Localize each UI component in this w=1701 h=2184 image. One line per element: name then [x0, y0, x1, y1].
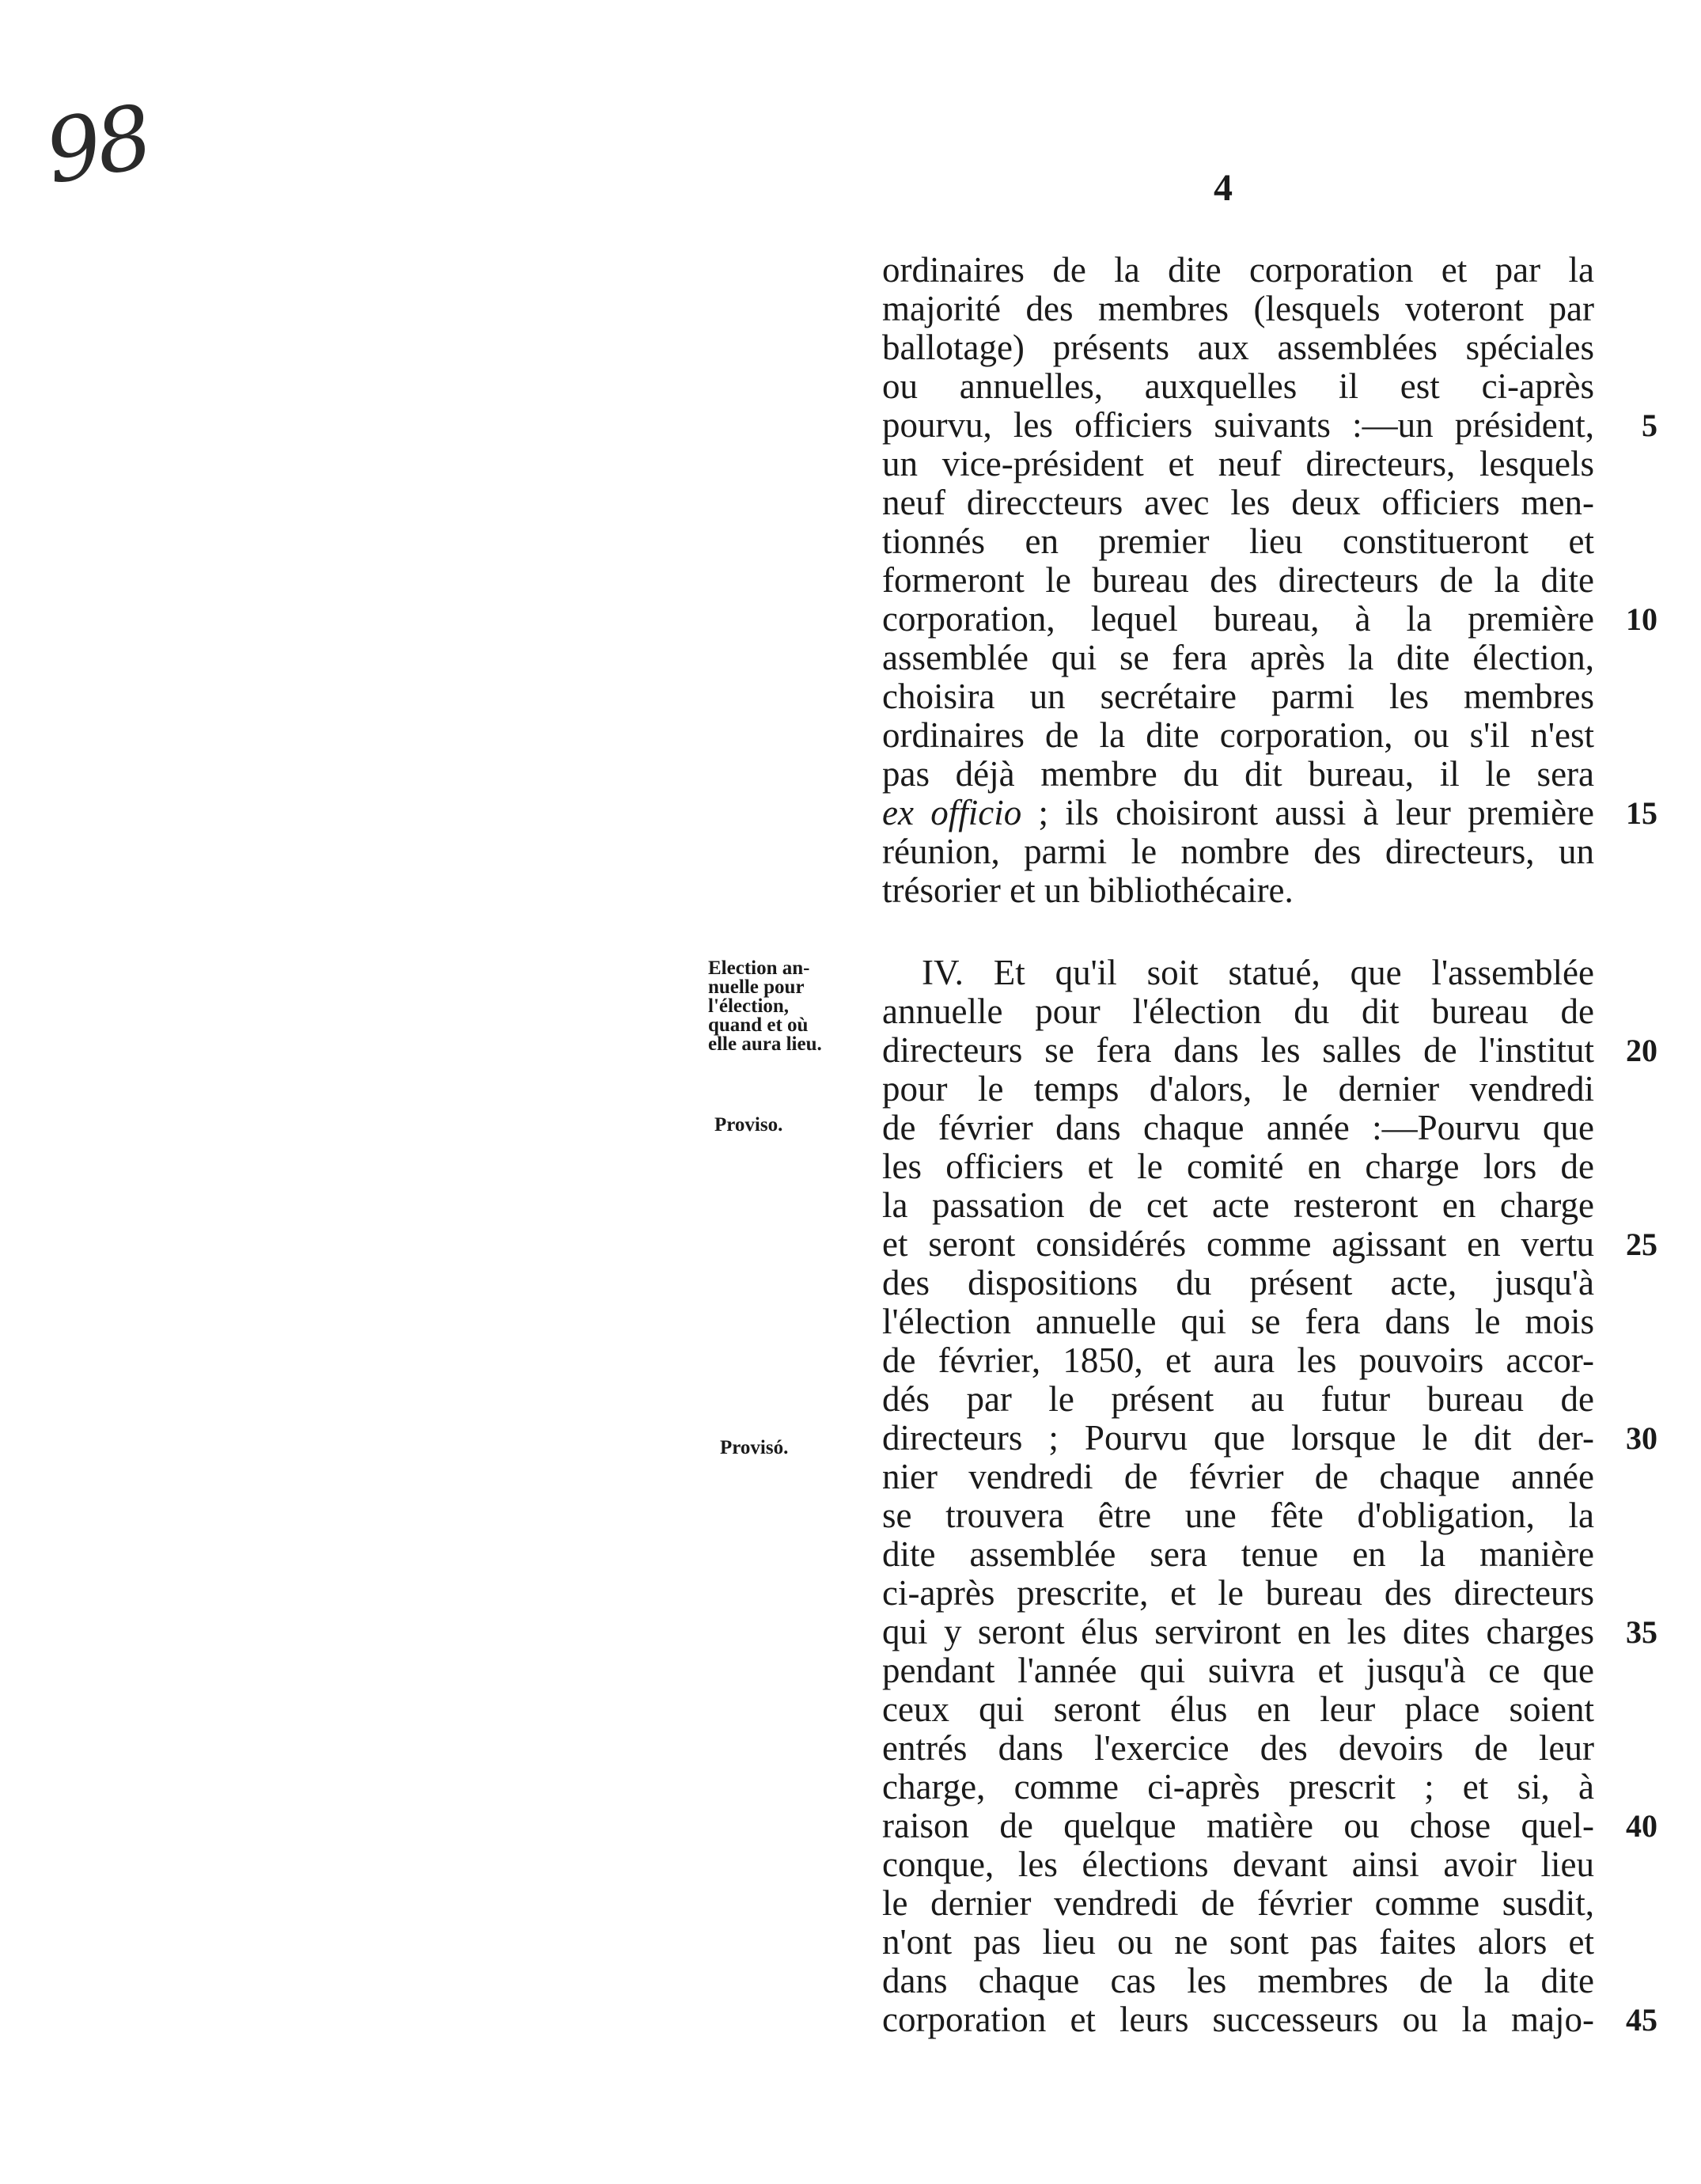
line-number: 45 — [1626, 2002, 1657, 2038]
text-line: directeurs ; Pourvu que lorsque le dit der- — [882, 1418, 1594, 1458]
text-line: majorité des membres (lesquels voteront par — [882, 289, 1594, 328]
line-number: 15 — [1626, 795, 1657, 831]
text-line: dite assemblée sera tenue en la manière — [882, 1534, 1594, 1574]
text-line: de février, 1850, et aura les pouvoirs accor- — [882, 1340, 1594, 1380]
text-line: réunion, parmi le nombre des directeurs, un — [882, 832, 1594, 871]
text-line: ou annuelles, auxquelles il est ci-après — [882, 366, 1594, 406]
line-number: 5 — [1642, 408, 1657, 443]
text-line: ceux qui seront élus en leur place soient — [882, 1689, 1594, 1729]
text-line: conque, les élections devant ainsi avoir lieu — [882, 1845, 1594, 1884]
text-line: raison de quelque matière ou chose quel- — [882, 1806, 1594, 1845]
line-number: 40 — [1626, 1808, 1657, 1844]
text-line: ex officio ; ils choisiront aussi à leur première — [882, 793, 1595, 832]
text-line: ballotage) présents aux assemblées spéciales — [882, 328, 1594, 367]
text-line: pendant l'année qui suivra et jusqu'à ce que — [882, 1651, 1594, 1690]
line-number: 25 — [1626, 1227, 1657, 1262]
margin-note-election-line: quand et où — [708, 1014, 809, 1036]
text-line: les officiers et le comité en charge lors de — [882, 1147, 1594, 1186]
line-number: 20 — [1626, 1033, 1657, 1068]
text-line: formeront le bureau des directeurs de la dite — [882, 560, 1594, 600]
line-number: 10 — [1626, 601, 1657, 637]
section-heading-line: IV. Et qu'il soit statué, que l'assemblée — [922, 953, 1594, 992]
text-line: directeurs se fera dans les salles de l'institut — [882, 1030, 1594, 1070]
margin-note-proviso: Provisó. — [720, 1437, 789, 1458]
text-line: choisira un secrétaire parmi les membres — [882, 677, 1594, 716]
text-line: ordinaires de la dite corporation et par la — [882, 250, 1594, 290]
text-line: annuelle pour l'élection du dit bureau de — [882, 992, 1594, 1031]
text-line: neuf direccteurs avec les deux officiers men- — [882, 483, 1594, 522]
text-line: se trouvera être une fête d'obligation, la — [882, 1496, 1594, 1535]
text-line: entrés dans l'exercice des devoirs de leur — [882, 1728, 1594, 1768]
text-line: n'ont pas lieu ou ne sont pas faites alors et — [882, 1922, 1594, 1962]
text-line: un vice-président et neuf directeurs, lesquels — [882, 444, 1594, 483]
text-line: dés par le présent au futur bureau de — [882, 1379, 1594, 1419]
margin-note-election-line: Election an- — [708, 957, 810, 979]
margin-note-election-line: nuelle pour — [708, 976, 805, 998]
text-line: trésorier et un bibliothécaire. — [882, 870, 1294, 910]
text-line: ci-après prescrite, et le bureau des directeurs — [882, 1573, 1594, 1613]
text-line: corporation, lequel bureau, à la première — [882, 599, 1594, 639]
text-line: corporation et leurs successeurs ou la majo- — [882, 2000, 1594, 2039]
text-line: assemblée qui se fera après la dite élection, — [882, 638, 1594, 677]
text-line: pourvu, les officiers suivants :—un président, — [882, 405, 1594, 445]
text-line: et seront considérés comme agissant en vertu — [882, 1224, 1594, 1264]
text-line: dans chaque cas les membres de la dite — [882, 1961, 1594, 2000]
text-line: nier vendredi de février de chaque année — [882, 1457, 1594, 1496]
text-line: charge, comme ci-après prescrit ; et si, à — [882, 1767, 1594, 1807]
text-line: le dernier vendredi de février comme susdit, — [882, 1883, 1594, 1923]
text-line: la passation de cet acte resteront en charge — [882, 1185, 1594, 1225]
text-line: pas déjà membre du dit bureau, il le sera — [882, 754, 1594, 794]
latin-phrase: ex officio — [882, 793, 1022, 832]
line-number: 35 — [1626, 1614, 1657, 1650]
handwritten-page-number: 98 — [37, 85, 156, 204]
line-number: 30 — [1626, 1420, 1657, 1456]
text-line: qui y seront élus serviront en les dites charges — [882, 1612, 1594, 1651]
text-line: pour le temps d'alors, le dernier vendredi — [882, 1069, 1594, 1109]
text-line: ordinaires de la dite corporation, ou s'il n'est — [882, 715, 1594, 755]
page-number: 4 — [1214, 167, 1233, 209]
margin-note-election-line: elle aura lieu. — [708, 1033, 822, 1055]
text-line: tionnés en premier lieu constitueront et — [882, 521, 1594, 561]
text-line: de février dans chaque année :—Pourvu que — [882, 1108, 1594, 1147]
text-line: l'élection annuelle qui se fera dans le mois — [882, 1302, 1594, 1341]
margin-note-election-line: l'élection, — [708, 995, 790, 1017]
margin-note-proviso: Proviso. — [714, 1114, 783, 1136]
text-line: des dispositions du présent acte, jusqu'à — [882, 1263, 1594, 1302]
